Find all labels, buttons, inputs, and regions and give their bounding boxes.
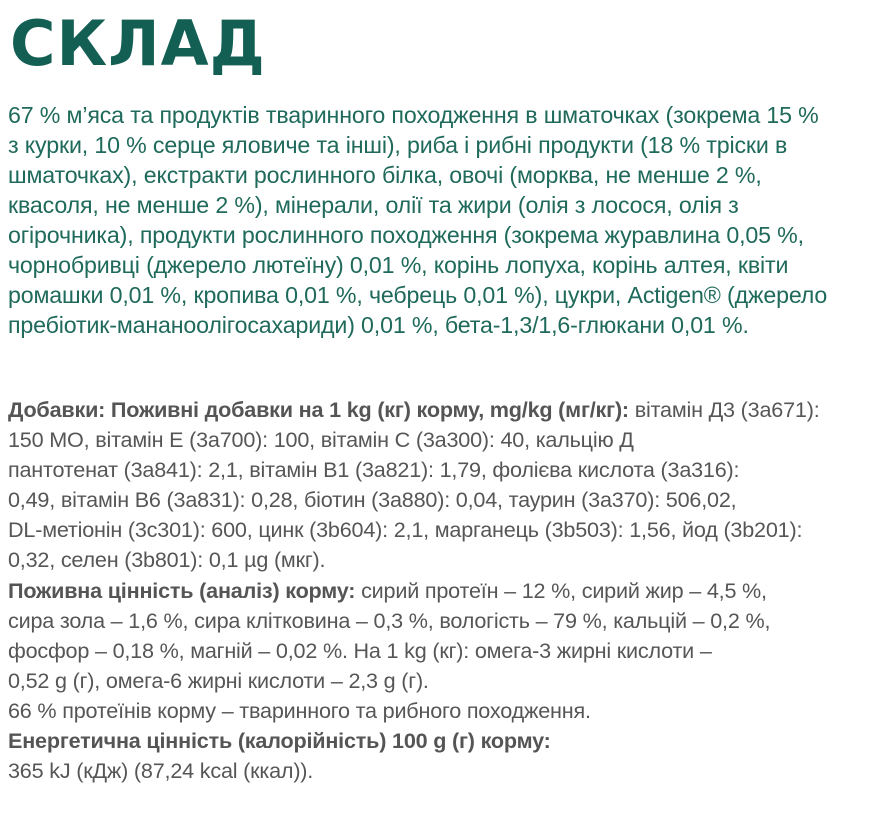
additives-heading-tail: вітамін Д3 (3а671): [628, 397, 820, 422]
nutrition-heading-line [8, 576, 888, 606]
composition-line: пребіотик-мананоолігосахариди) 0,01 %, бета-1,3/1,6-глюкани 0,01 %. [8, 312, 749, 338]
composition-line: квасоля, не менше 2 %), мінерали, олії та жири (олія з лосося, олія з [8, 192, 739, 218]
additives-heading-line [8, 395, 888, 425]
additives-line: 0,49, вітамін В6 (3а831): 0,28, біотин (3а880): 0,04, таурин (3а370): 506,02, [8, 487, 737, 513]
energy-value: 365 kJ (кДж) (87,24 kcal (ккал)). [8, 758, 314, 784]
additives-heading: Добавки: Поживні добавки на 1 kg (кг) корму, mg/kg (мг/кг): [8, 397, 629, 422]
composition-line: огірочника), продукти рослинного походження (зокрема журавлина 0,05 %, [8, 222, 804, 248]
energy-heading: Енергетична цінність (калорійність) 100 g (г) корму: [8, 728, 551, 754]
composition-line: шматочках), екстракти рослинного білка, овочі (морква, не менше 2 %, [8, 162, 762, 188]
page-title: СКЛАД [10, 7, 266, 80]
nutrition-heading-tail: сирий протеїн – 12 %, сирий жир – 4,5 %, [355, 577, 767, 603]
composition-line: ромашки 0,01 %, кропива 0,01 %, чебрець 0,01 %), цукри, Actigen® (джерело [8, 282, 828, 308]
composition-paragraph [8, 100, 888, 340]
additives-line: 150 МО, вітамін Е (3а700): 100, вітамін С (3а300): 40, кальцію Д [8, 427, 634, 453]
nutrition-heading: Поживна цінність (аналіз) корму: [8, 577, 356, 603]
nutrition-line: 0,52 g (г), омега-6 жирні кислоти – 2,3 g (г). [8, 667, 429, 693]
nutrition-line: фосфор – 0,18 %, магній – 0,02 %. На 1 kg (кг): омега-3 жирні кислоти – [8, 637, 712, 663]
additives-line: пантотенат (3а841): 2,1, вітамін В1 (3а821): 1,79, фолієва кислота (3а316): [8, 457, 740, 483]
nutrition-line: сира зола – 1,6 %, сира клітковина – 0,3 %, вологість – 79 %, кальцій – 0,2 %, [8, 607, 771, 633]
protein-note: 66 % протеїнів корму – тваринного та рибного походження. [8, 697, 591, 723]
composition-line: чорнобривці (джерело лютеїну) 0,01 %, корінь лопуха, корінь алтея, квіти [8, 252, 789, 278]
additives-line: 0,32, селен (3b801): 0,1 µg (мкг). [8, 547, 326, 573]
composition-line: з курки, 10 % серце яловиче та інші), риба і рибні продукти (18 % тріски в [8, 132, 788, 158]
additives-section [8, 395, 888, 786]
composition-line: 67 % м’яса та продуктів тваринного походження в шматочках (зокрема 15 % [8, 102, 819, 128]
additives-line: DL-метіонін (3с301): 600, цинк (3b604): 2,1, марганець (3b503): 1,56, йод (3b201): [8, 517, 803, 543]
